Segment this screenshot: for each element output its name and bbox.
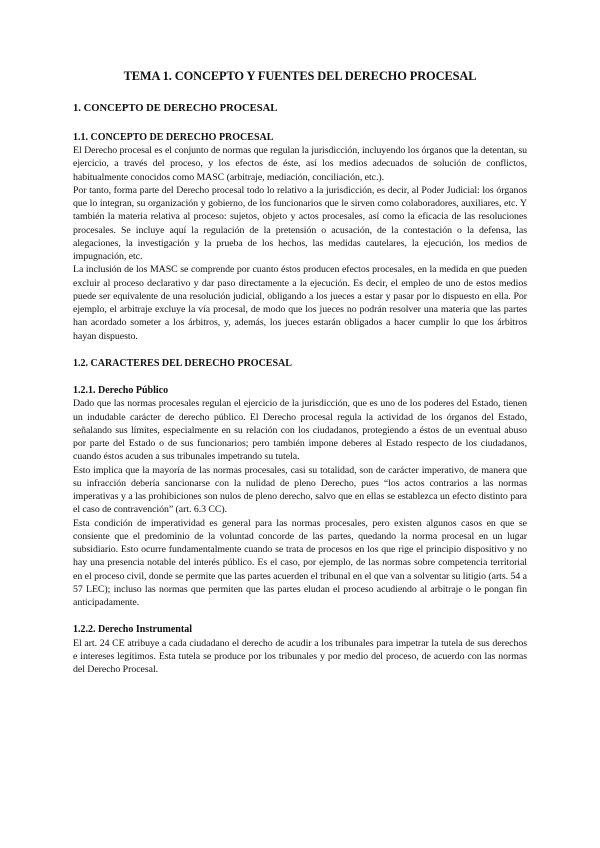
item-heading-1-2-1: 1.2.1. Derecho Público bbox=[73, 385, 169, 397]
subsection-heading-1-1: 1.1. CONCEPTO DE DERECHO PROCESAL bbox=[73, 132, 274, 143]
paragraph: Dado que las normas procesales regulan el ejercicio de la jurisdicción, que es uno de los poderes del Estado, tienen un indudable carácter de derecho público. El Derecho procesal regula la actividad de los órganos del Estado, señalando sus límites, especialmente en su relación con los ciudadanos, protegiendo a éstos de un eventual abuso por parte del Estado o de sus funcionarios; pero también impone deberes al Estado respecto de los ciudadanos, cuando éstos acuden a sus tribunales impetrando su tutela. bbox=[73, 398, 527, 463]
paragraph: Esta condición de imperatividad es general para las normas procesales, pero existen algunos casos en que se consiente que el predominio de la voluntad concorde de las partes, quedando la norma procesal en un lugar subsidiario. Esto ocurre fundamentalmente cuando se trata de procesos en los que rige el principio dispositivo y no hay una presencia notable del interés público. Es el caso, por ejemplo, de las normas sobre competencia territorial en el proceso civil, donde se permite que las partes acuerden el tribunal en el que van a solventar su litigio (arts. 54 a 57 LEC); incluso las normas que permiten que las partes eludan el proceso acudiendo al arbitraje o le pongan fin anticipadamente. bbox=[73, 517, 527, 609]
paragraph: El art. 24 CE atribuye a cada ciudadano el derecho de acudir a los tribunales para impetrar la tutela de sus derechos e intereses legítimos. Esta tutela se produce por los tribunales y por medio del proceso, de acuerdo con las normas del Derecho Procesal. bbox=[73, 637, 527, 676]
section-heading-concepto: 1. CONCEPTO DE DERECHO PROCESAL bbox=[73, 103, 278, 114]
item-heading-1-2-2: 1.2.2. Derecho Instrumental bbox=[73, 624, 192, 636]
document-title: TEMA 1. CONCEPTO Y FUENTES DEL DERECHO PROCESAL bbox=[123, 69, 477, 83]
paragraph: La inclusión de los MASC se comprende por cuanto éstos producen efectos procesales, en la medida en que pueden excluir al proceso declarativo y dar paso directamente a la ejecución. Es decir, el empleo de uno de estos medios puede ser equivalente de una resolución judicial, obligando a los jueces a estar y pasar por lo dispuesto en ella. Por ejemplo, el arbitraje excluye la vía procesal, de modo que los jueces no podrán resolver una materia que las partes han acordado someter a los árbitros, y, además, los jueces estarán obligados a hacer cumplir lo que los árbitros hayan dispuesto. bbox=[73, 264, 527, 342]
paragraph: Esto implica que la mayoría de las normas procesales, casi su totalidad, son de carácter imperativo, de manera que su infracción debería sancionarse con la nulidad de pleno Derecho, pues “los actos contrarios a las normas imperativas y a las prohibiciones son nulos de pleno derecho, salvo que en ellas se establezca un efecto distinto para el caso de contravención” (art. 6.3 CC). bbox=[73, 464, 527, 516]
paragraph: Por tanto, forma parte del Derecho procesal todo lo relativo a la jurisdicción, es decir, al Poder Judicial: los órganos que lo integran, su organización y gobierno, de los funcionarios que le sirven como colaboradores, auxiliares, etc. Y también la materia relativa al proceso: sujetos, objeto y actos procesales, así como la eficacia de las resoluciones procesales. Se incluye aquí la regulación de la pretensión o acusación, de la contestación o la defensa, las alegaciones, la investigación y la prueba de los hechos, las medidas cautelares, la ejecución, los medios de impugnación, etc. bbox=[73, 184, 527, 263]
subsection-heading-1-2: 1.2. CARACTERES DEL DERECHO PROCESAL bbox=[73, 357, 292, 369]
paragraph: El Derecho procesal es el conjunto de normas que regulan la jurisdicción, incluyendo los órganos que la detentan, su ejercicio, a través del proceso, y los efectos de éste, así los medios adecuados de solución de conflictos, habitualmente conocidos como MASC (arbitraje, mediación, conciliación, etc.). bbox=[73, 145, 527, 183]
